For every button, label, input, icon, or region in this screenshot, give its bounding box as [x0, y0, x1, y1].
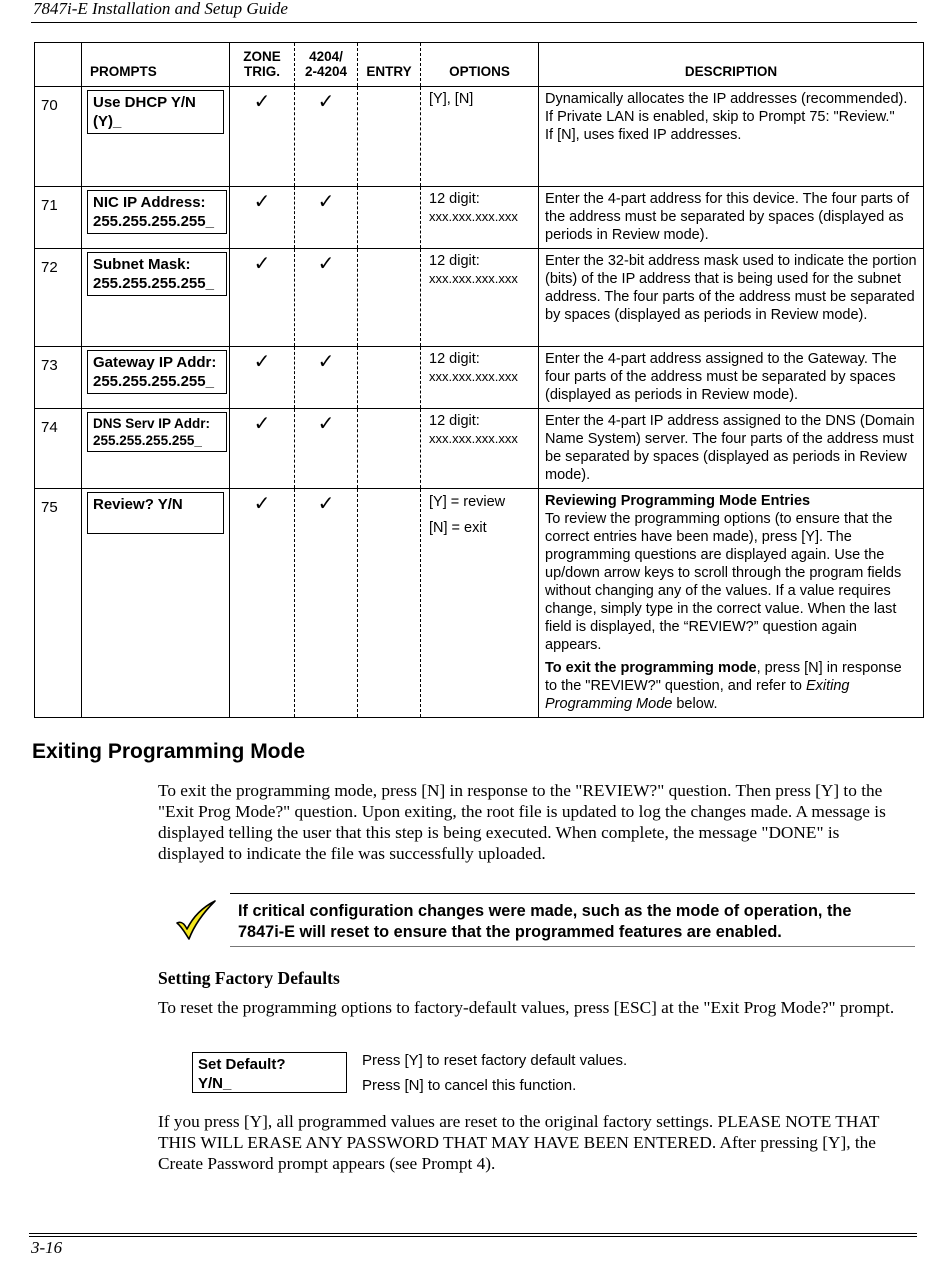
col-entry: ENTRY [358, 43, 421, 87]
description-body: To review the programming options (to ensure that the correct entries have been made), press [Y]. The programming questions are displayed again. Use the up/down arrow keys to scroll through the program fields without changing any of the values. If a value requires change, simply type in the correct value. When the last field is displayed, the “REVIEW?” question again appears. [545, 511, 902, 653]
entry-cell [358, 187, 421, 249]
options-cell: 12 digit: xxx.xxx.xxx.xxx [421, 249, 539, 347]
prompt-display-box: Review? Y/N [87, 492, 224, 534]
check-icon: ✓ [253, 411, 271, 435]
table-header-row [35, 43, 924, 87]
note-callout [175, 893, 915, 947]
default-option-no: Press [N] to cancel this function. [362, 1077, 577, 1094]
check-icon: ✓ [253, 89, 271, 113]
note-text: If critical configuration changes were made, such as the mode of operation, the 7847i-E will reset to ensure that the programmed features are enabled. [238, 902, 852, 941]
zone-trig-cell [230, 187, 295, 249]
col-4204-cell [295, 87, 358, 187]
prompt-number: 70 [35, 87, 82, 187]
prompt-display-box: Gateway IP Addr: 255.255.255.255_ [87, 350, 227, 394]
note-divider-bottom [230, 946, 915, 947]
table-row [35, 87, 924, 187]
prompt-display-box: NIC IP Address: 255.255.255.255_ [87, 190, 227, 234]
prompt-cell [82, 409, 230, 489]
programming-prompts-table [34, 42, 924, 718]
prompt-display-box: Use DHCP Y/N (Y)_ [87, 90, 224, 134]
prompt-display-box: Subnet Mask: 255.255.255.255_ [87, 252, 227, 296]
description-cell: Enter the 4-part address for this device. The four parts of the address must be separated by spaces (displayed as periods in Review mode). [539, 187, 924, 249]
col-options: OPTIONS [421, 43, 539, 87]
prompt-number: 71 [35, 187, 82, 249]
prompt-cell [82, 489, 230, 718]
col-number [35, 43, 82, 87]
col-description: DESCRIPTION [539, 43, 924, 87]
table-row [35, 489, 924, 718]
default-option-yes: Press [Y] to reset factory default values. [362, 1052, 628, 1069]
prompt-cell [82, 187, 230, 249]
col-zone-trig: ZONE TRIG. [230, 43, 295, 87]
description-cell [539, 489, 924, 718]
description-exit: To exit the programming mode, press [N] in response to the "REVIEW?" question, and refer to Exiting Programming Mode below. [545, 660, 902, 712]
col-4204: 4204/ 2-4204 [295, 43, 358, 87]
options-cell: [Y] = review [N] = exit [421, 489, 539, 718]
table-row [35, 249, 924, 347]
description-heading: Reviewing Programming Mode Entries [545, 493, 811, 509]
prompt-number: 72 [35, 249, 82, 347]
col-4204-cell [295, 347, 358, 409]
col-4204-cell [295, 489, 358, 718]
final-paragraph: If you press [Y], all programmed values are reset to the original factory settings. PLEASE NOTE THAT THIS WILL ERASE ANY PASSWORD THAT MAY HAVE BEEN ENTERED. After pressing [Y], the Create Password prompt appears (see Prompt 4). [158, 1112, 880, 1173]
reset-paragraph: To reset the programming options to factory-default values, press [ESC] at the "Exit Prog Mode?" prompt. [158, 998, 895, 1017]
page-footer [29, 1233, 917, 1257]
description-cell: Enter the 4-part address assigned to the Gateway. The four parts of the address must be separated by spaces (displayed as periods in Review mode). [539, 347, 924, 409]
checkmark-note-icon [175, 899, 217, 941]
col-prompts: PROMPTS [82, 43, 230, 87]
zone-trig-cell [230, 249, 295, 347]
check-icon: ✓ [317, 251, 335, 275]
section-title: Exiting Programming Mode [32, 740, 306, 763]
table-row [35, 347, 924, 409]
check-icon: ✓ [253, 491, 271, 515]
check-icon: ✓ [253, 251, 271, 275]
description-cell: Enter the 32-bit address mask used to indicate the portion (bits) of the IP address that is being used for the subnet address. The four parts of the address must be separated by spaces (displayed as periods in Review mode). [539, 249, 924, 347]
check-icon: ✓ [317, 411, 335, 435]
check-icon: ✓ [317, 349, 335, 373]
options-cell: [Y], [N] [421, 87, 539, 187]
col-4204-cell [295, 249, 358, 347]
col-4204-cell [295, 409, 358, 489]
note-divider-top [230, 893, 915, 894]
prompt-number: 73 [35, 347, 82, 409]
entry-cell [358, 249, 421, 347]
header-title: 7847i-E Installation and Setup Guide [33, 0, 288, 18]
options-cell: 12 digit: xxx.xxx.xxx.xxx [421, 347, 539, 409]
check-icon: ✓ [253, 189, 271, 213]
zone-trig-cell [230, 409, 295, 489]
col-4204-cell [295, 187, 358, 249]
prompt-number: 74 [35, 409, 82, 489]
entry-cell [358, 409, 421, 489]
zone-trig-cell [230, 347, 295, 409]
prompt-number: 75 [35, 489, 82, 718]
description-cell: Dynamically allocates the IP addresses (recommended). If Private LAN is enabled, skip to Prompt 75: "Review." If [N], uses fixed IP addresses. [539, 87, 924, 187]
prompt-cell [82, 87, 230, 187]
table-row [35, 409, 924, 489]
prompt-cell [82, 347, 230, 409]
intro-paragraph: To exit the programming mode, press [N] in response to the "REVIEW?" question. Then press [Y] to the "Exit Prog Mode?" question. Upon exiting, the root file is updated to log the changes made. A message is displayed telling the user that this step is being executed. When complete, the message "DONE" is displayed to indicate the file was successfully uploaded. [158, 781, 886, 863]
check-icon: ✓ [317, 491, 335, 515]
description-cell: Enter the 4-part IP address assigned to the DNS (Domain Name System) server. The four parts of the address must be separated by spaces (displayed as periods in Review mode). [539, 409, 924, 489]
prompt-cell [82, 249, 230, 347]
page-number: 3-16 [31, 1238, 63, 1257]
set-default-prompt-box: Set Default? Y/N_ [192, 1052, 347, 1093]
check-icon: ✓ [317, 89, 335, 113]
subsection-title: Setting Factory Defaults [158, 968, 340, 988]
prompt-display-box: DNS Serv IP Addr: 255.255.255.255_ [87, 412, 227, 452]
table-row [35, 187, 924, 249]
entry-cell [358, 347, 421, 409]
options-cell: 12 digit: xxx.xxx.xxx.xxx [421, 187, 539, 249]
check-icon: ✓ [253, 349, 271, 373]
zone-trig-cell [230, 87, 295, 187]
page-header [31, 0, 917, 23]
options-cell: 12 digit: xxx.xxx.xxx.xxx [421, 409, 539, 489]
entry-cell [358, 87, 421, 187]
check-icon: ✓ [317, 189, 335, 213]
zone-trig-cell [230, 489, 295, 718]
entry-cell [358, 489, 421, 718]
